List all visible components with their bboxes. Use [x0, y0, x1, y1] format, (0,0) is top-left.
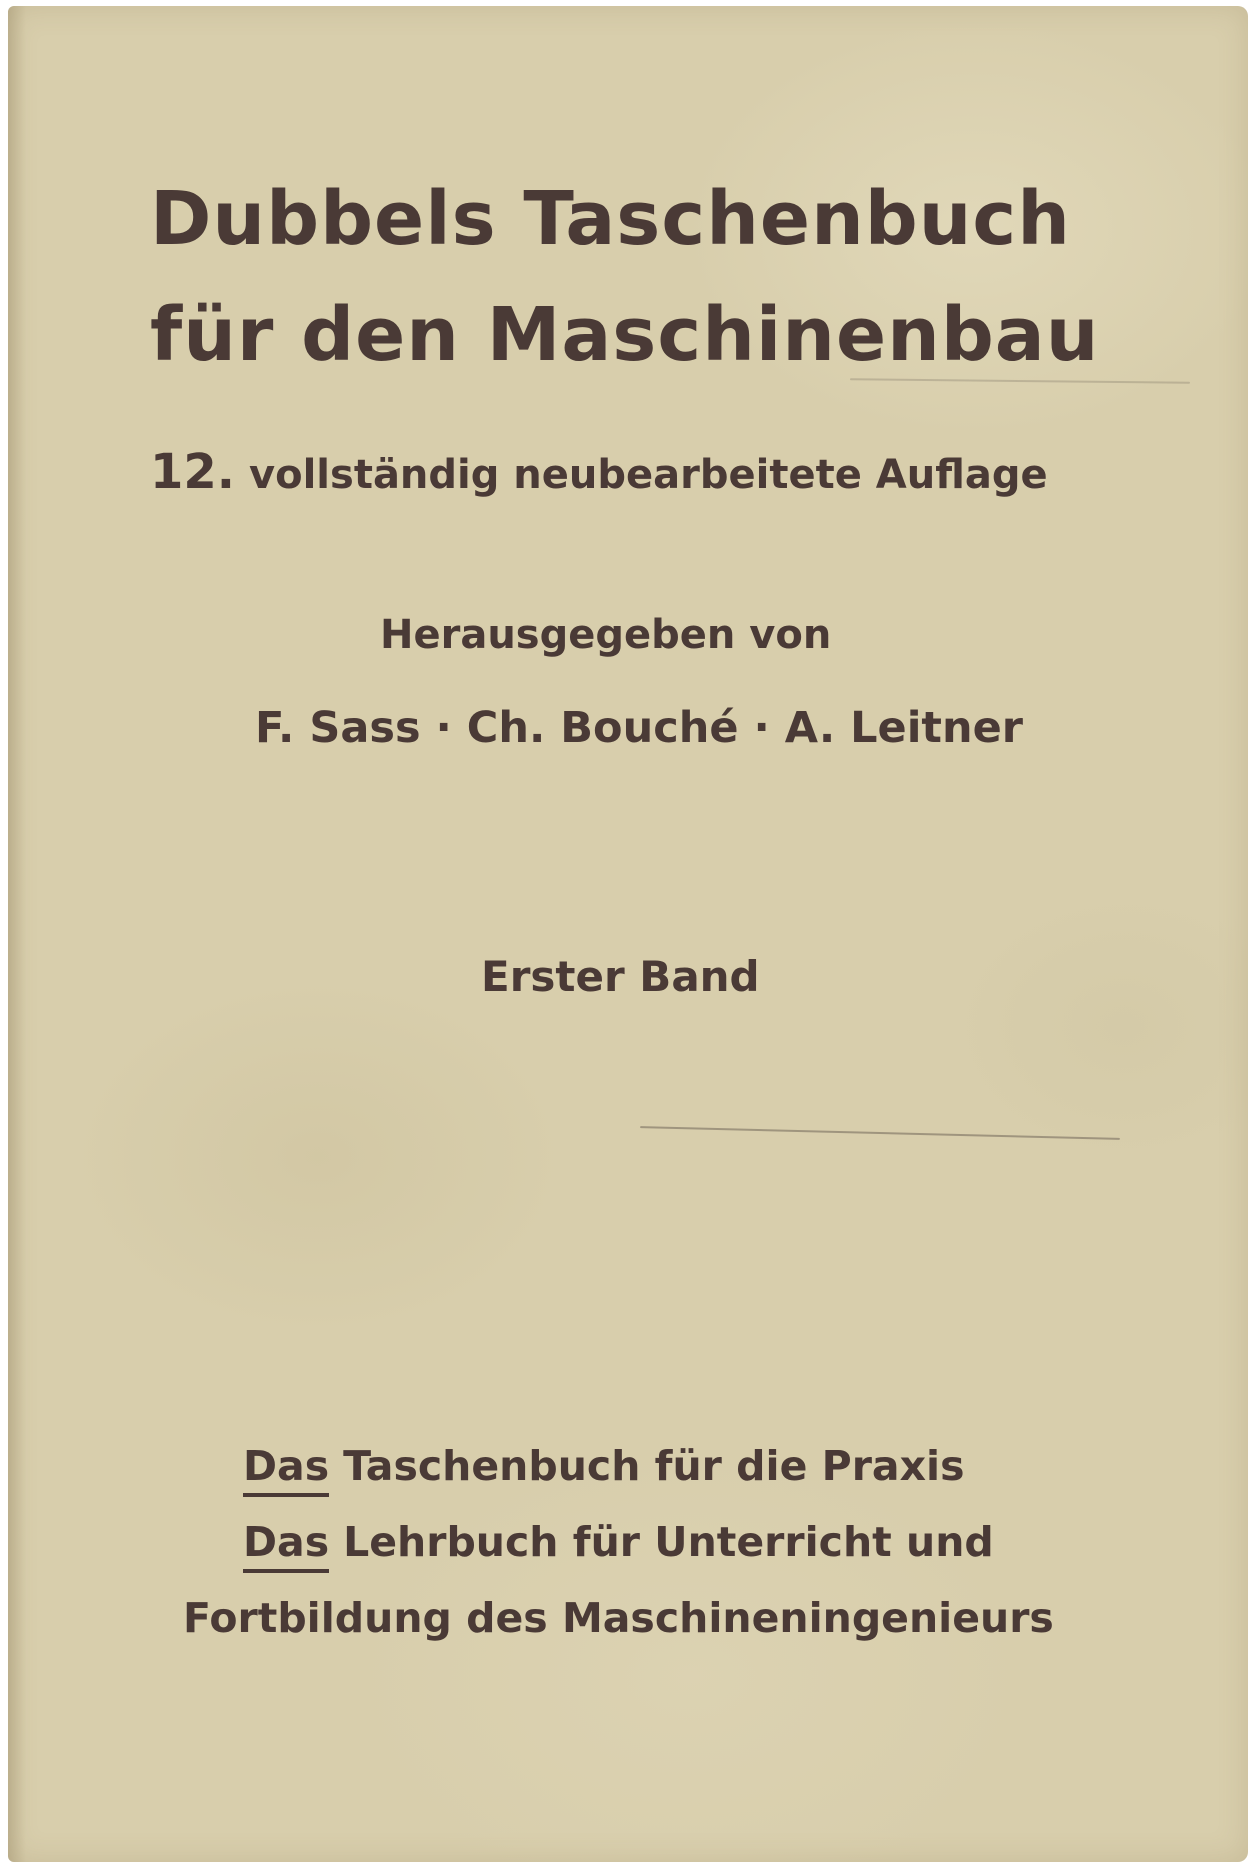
editors-label: Herausgegeben von — [380, 612, 832, 658]
cover-spine-edge — [8, 6, 26, 1862]
slogan-line-2-rest: Lehrbuch für Unterricht und — [343, 1518, 994, 1566]
edition-text: vollständig neubearbeitete Auflage — [249, 452, 1048, 498]
edition-line — [150, 444, 1048, 500]
volume-label: Erster Band — [481, 952, 760, 1001]
title-line-2: für den Maschinenbau — [150, 292, 1100, 378]
slogan-underlined-word: Das — [243, 1522, 329, 1573]
slogan-underlined-word: Das — [243, 1446, 329, 1497]
slogan-line-1-rest: Taschenbuch für die Praxis — [343, 1442, 965, 1490]
slogan-line-1 — [243, 1442, 965, 1497]
edition-number: 12. — [150, 444, 236, 500]
slogan-line-2 — [243, 1518, 994, 1573]
slogan-line-3: Fortbildung des Maschineningenieurs — [183, 1594, 1054, 1642]
book-cover — [8, 6, 1248, 1862]
editors-names: F. Sass · Ch. Bouché · A. Leitner — [255, 703, 1023, 753]
title-line-1: Dubbels Taschenbuch — [150, 176, 1071, 262]
